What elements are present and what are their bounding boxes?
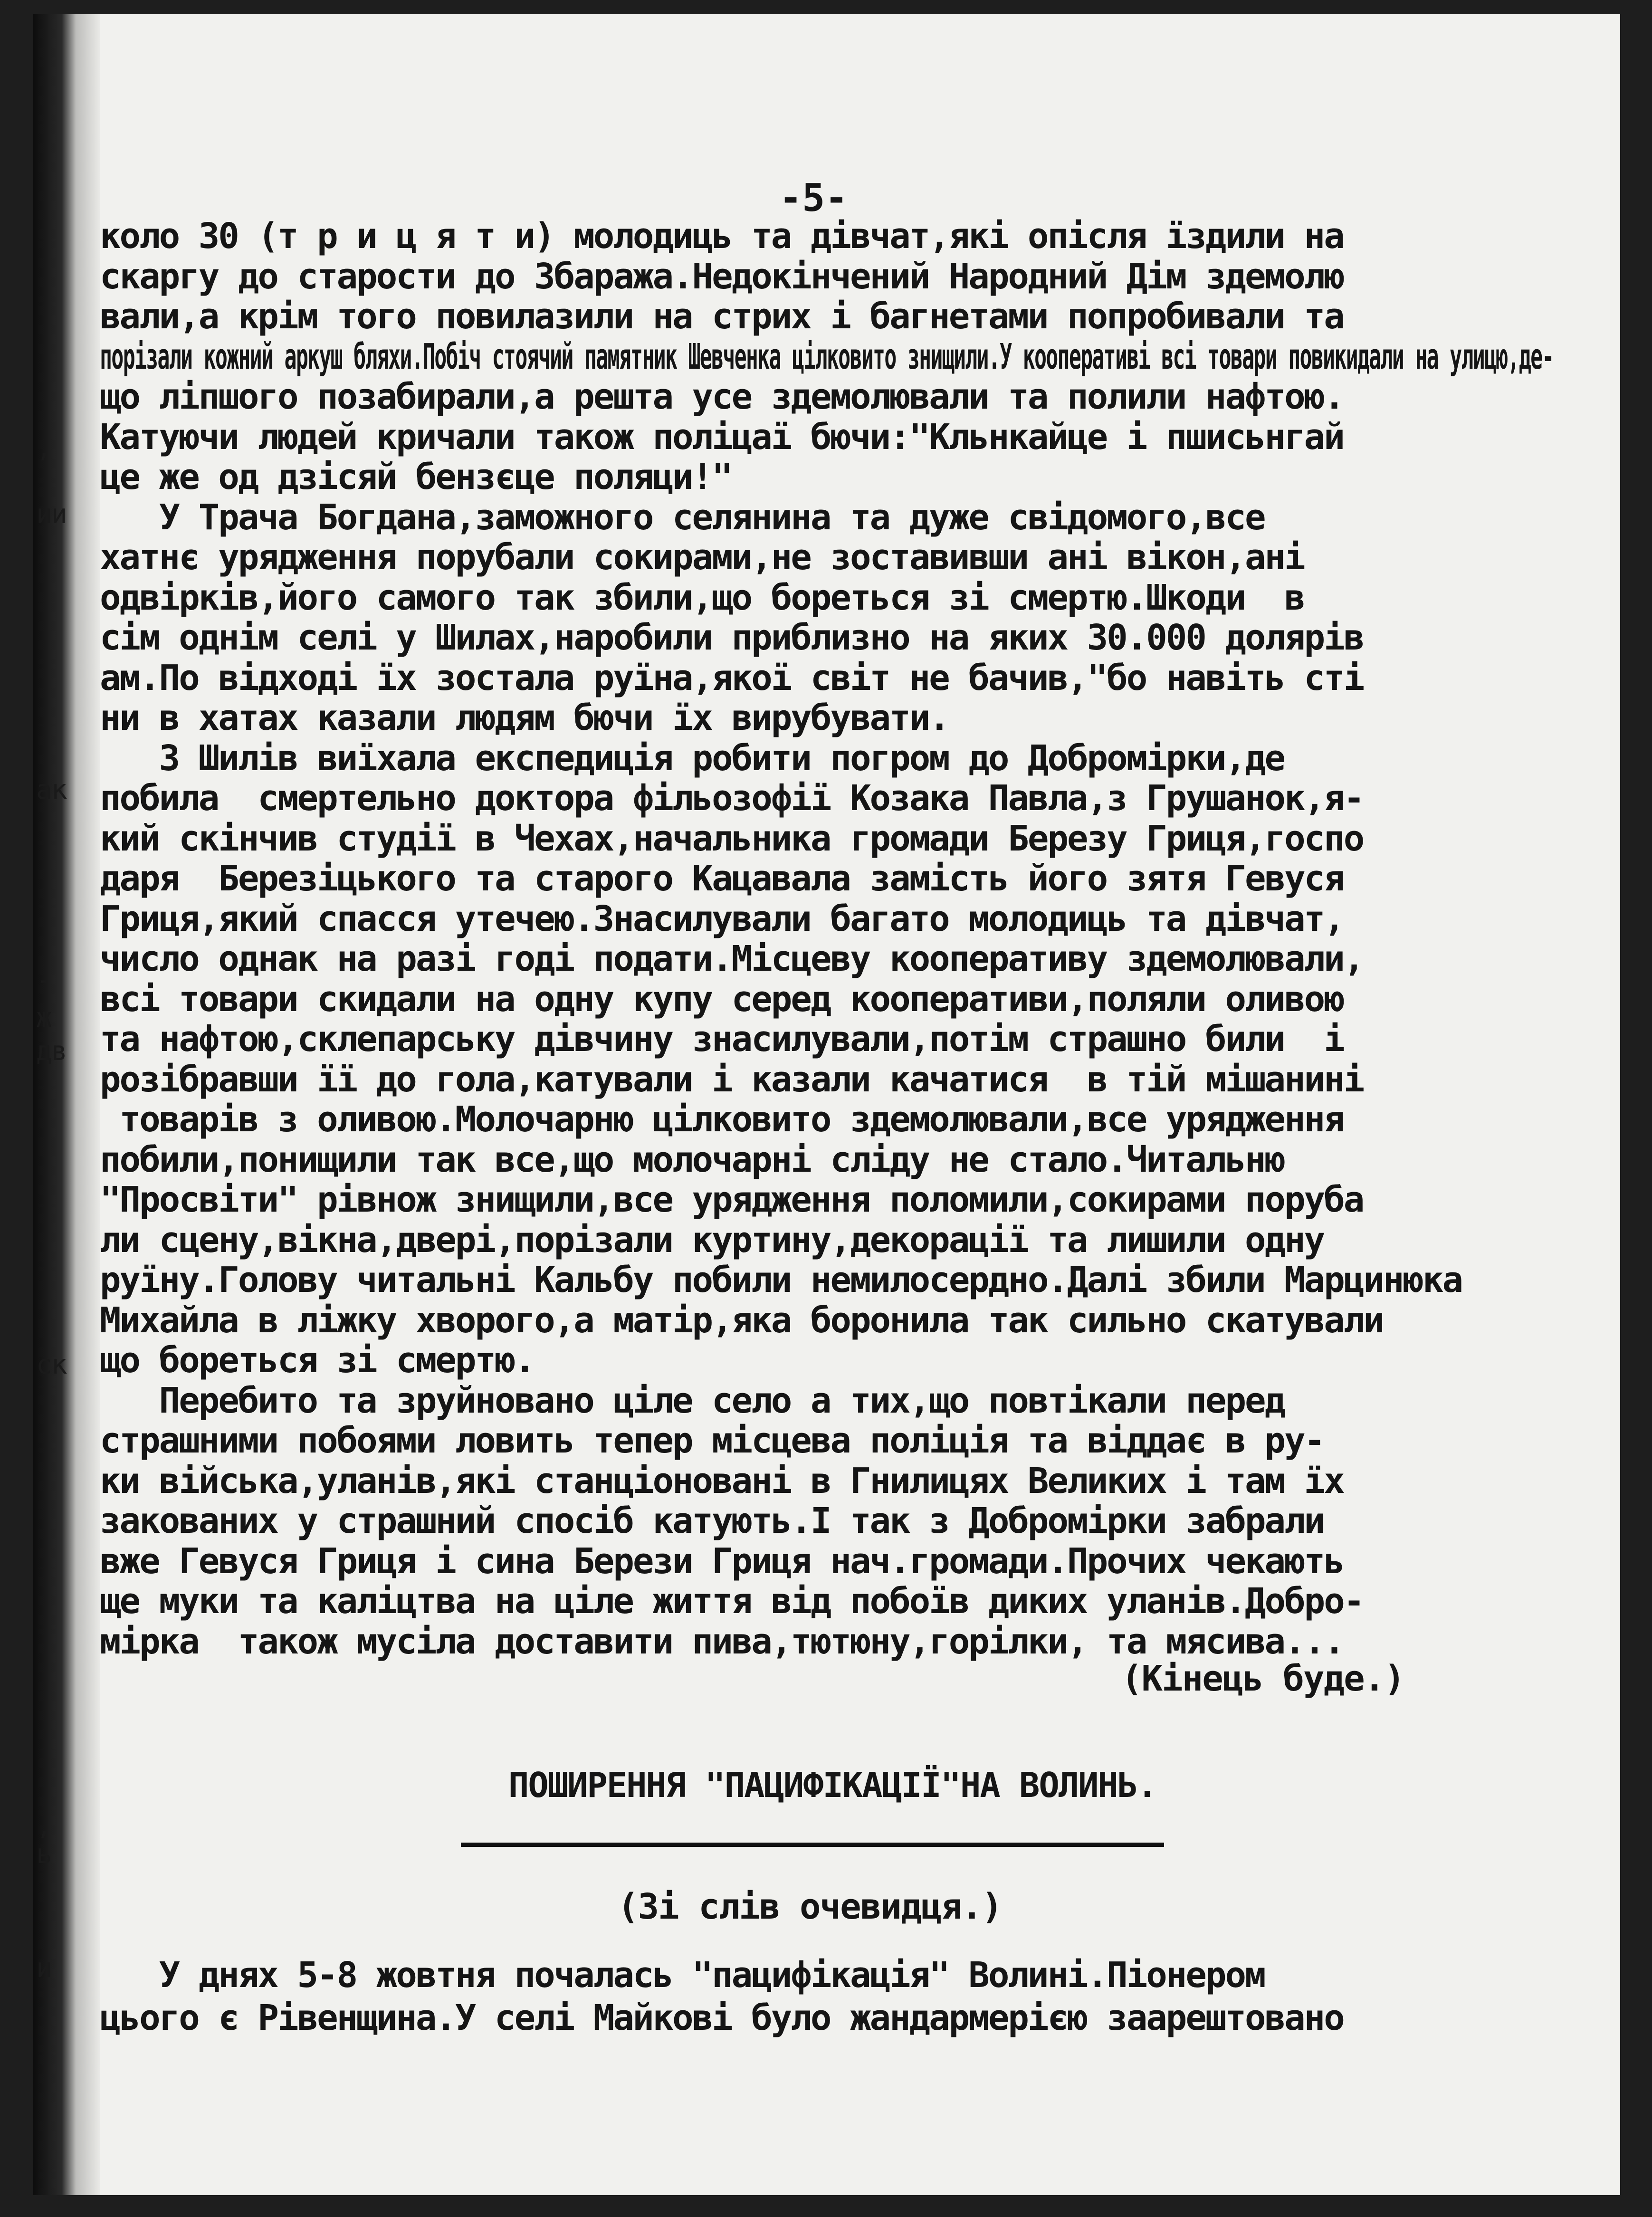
typewritten-content <box>100 14 1582 2195</box>
page-number: -5- <box>779 176 848 220</box>
text-line: вже Гевуся Гриця і сина Берези Гриця нач.громади.Прочих чекають <box>100 1540 1344 1582</box>
document-page <box>33 14 1620 2195</box>
text-line: це же од дзісяй бензєце поляци!" <box>100 457 732 497</box>
text-line: У Трача Богдана,заможного селянина та дуже свідомого,все <box>100 497 1265 538</box>
text-line: ки війська,уланів,які станціоновані в Гнилицях Великих і там їх <box>100 1460 1344 1501</box>
title-underline <box>461 1843 1164 1847</box>
text-line: цього є Рівенщина.У селі Майкові було жандармерією заарештовано <box>100 1997 1344 2038</box>
text-line: порізали кожний аркуш бляхи.Побіч стоячий памятник Шевченка цілковито знищили.У кооперативі всі товари повикидали на улицю,де- <box>100 336 1554 377</box>
margin-fragment: ак <box>36 774 67 805</box>
text-line: побили,понищили так все,що молочарні сліду не стало.Читальню <box>100 1139 1285 1180</box>
text-line: даря Березіцького та старого Кацавала замість його зятя Гевуся <box>100 858 1344 899</box>
scan-bottom-border <box>0 2195 1652 2217</box>
margin-fragment: и <box>36 1953 51 1984</box>
text-line: ли сцену,вікна,двері,порізали куртину,декорації та лишили одну <box>100 1219 1324 1261</box>
text-line: "Просвіти" рівнож знищили,все урядження поломили,сокирами поруба <box>100 1179 1364 1220</box>
text-line: закованих у страшний спосіб катують.І так з Добромірки забрали <box>100 1500 1324 1541</box>
margin-fragment: - <box>36 965 51 995</box>
text-line: руїну.Голову читальні Кальбу побили немилосердно.Далі збили Марцинюка <box>100 1260 1462 1300</box>
margin-fragment: дв <box>36 1036 67 1067</box>
text-line: З Шилів виїхала експедиція робити погром до Добромірки,де <box>100 737 1285 779</box>
text-line: що бореться зі смертю. <box>100 1340 535 1381</box>
text-line: розібравши її до гола,катували і казали качатися в тій мішанині <box>100 1059 1364 1100</box>
text-line: число однак на разі годі подати.Місцеву кооперативу здемолювали, <box>100 938 1364 979</box>
margin-fragment: , <box>36 432 51 463</box>
text-line: ще муки та каліцтва на ціле життя від побоїв диких уланів.Добро- <box>100 1581 1364 1622</box>
to-be-continued-note: (Кінець буде.) <box>1121 1658 1404 1699</box>
text-line: Перебито та зруйновано ціле село а тих,що повтікали перед <box>100 1380 1285 1421</box>
margin-fragment: ск <box>36 1349 67 1380</box>
text-line: що ліпшого позабирали,а решта усе здемолювали та полили нафтою. <box>100 376 1344 417</box>
text-line: ам.По відході їх зостала руїна,якої світ не бачив,"бо навіть сті <box>100 657 1364 698</box>
text-line: всі товари скидали на одну купу серед кооперативи,поляли оливою <box>100 978 1344 1020</box>
text-line: одвірків,його самого так збили,що бореться зі смертю.Шкоди в <box>100 577 1304 618</box>
margin-fragment: , <box>36 1810 51 1841</box>
text-line: Гриця,який спасся утечею.Знасилували багато молодиць та дівчат, <box>100 898 1344 939</box>
section-title: ПОШИРЕННЯ "ПАЦИФІКАЦІЇ"НА ВОЛИНЬ. <box>508 1765 1157 1805</box>
section-subtitle: (Зі слів очевидця.) <box>618 1886 1002 1927</box>
text-line: хатнє урядження порубали сокирами,не зоставивши ані вікон,ані <box>100 537 1304 578</box>
margin-fragment: ь <box>36 1839 51 1870</box>
text-line: страшними побоями ловить тепер місцева поліція та віддає в ру- <box>100 1420 1324 1461</box>
text-line: Михайла в ліжку хворого,а матір,яка боронила так сильно скатували <box>100 1300 1383 1341</box>
text-line: ни в хатах казали людям бючи їх вирубувати. <box>100 698 949 738</box>
text-line: мірка також мусіла доставити пива,тютюну,горілки, та мясива... <box>100 1621 1344 1662</box>
scan-top-border <box>0 0 1652 14</box>
text-line: У днях 5-8 жовтня почалась "пацифікація" Волині.Піонером <box>100 1955 1265 1996</box>
margin-fragment: ии <box>36 499 67 530</box>
margin-fragment: ж <box>36 1003 51 1033</box>
scan-right-border <box>1620 0 1652 2217</box>
binding-edge-strip <box>33 14 100 2195</box>
text-line: скаргу до старости до Збаража.Недокінчений Народний Дім здемолю <box>100 256 1344 297</box>
text-line: побила смертельно доктора фільозофії Козака Павла,з Грушанок,я- <box>100 778 1364 819</box>
text-line: товарів з оливою.Молочарню цілковито здемолювали,все урядження <box>100 1099 1344 1140</box>
text-line: кий скінчив студії в Чехах,начальника громади Березу Гриця,госпо <box>100 818 1364 859</box>
text-line: коло 30 (т р и ц я т и) молодиць та дівчат,які опісля їздили на <box>100 216 1344 257</box>
text-line: вали,а крім того повилазили на стрих і багнетами попробивали та <box>100 296 1344 337</box>
text-line: Катуючи людей кричали також поліцаї бючи:"Кльнкайце і пшисьнгай <box>100 416 1344 458</box>
text-line: та нафтою,склепарську дівчину знасилували,потім страшно били і <box>100 1019 1344 1060</box>
text-line: сім однім селі у Шилах,наробили приблизно на яких 30.000 долярів <box>100 617 1364 658</box>
